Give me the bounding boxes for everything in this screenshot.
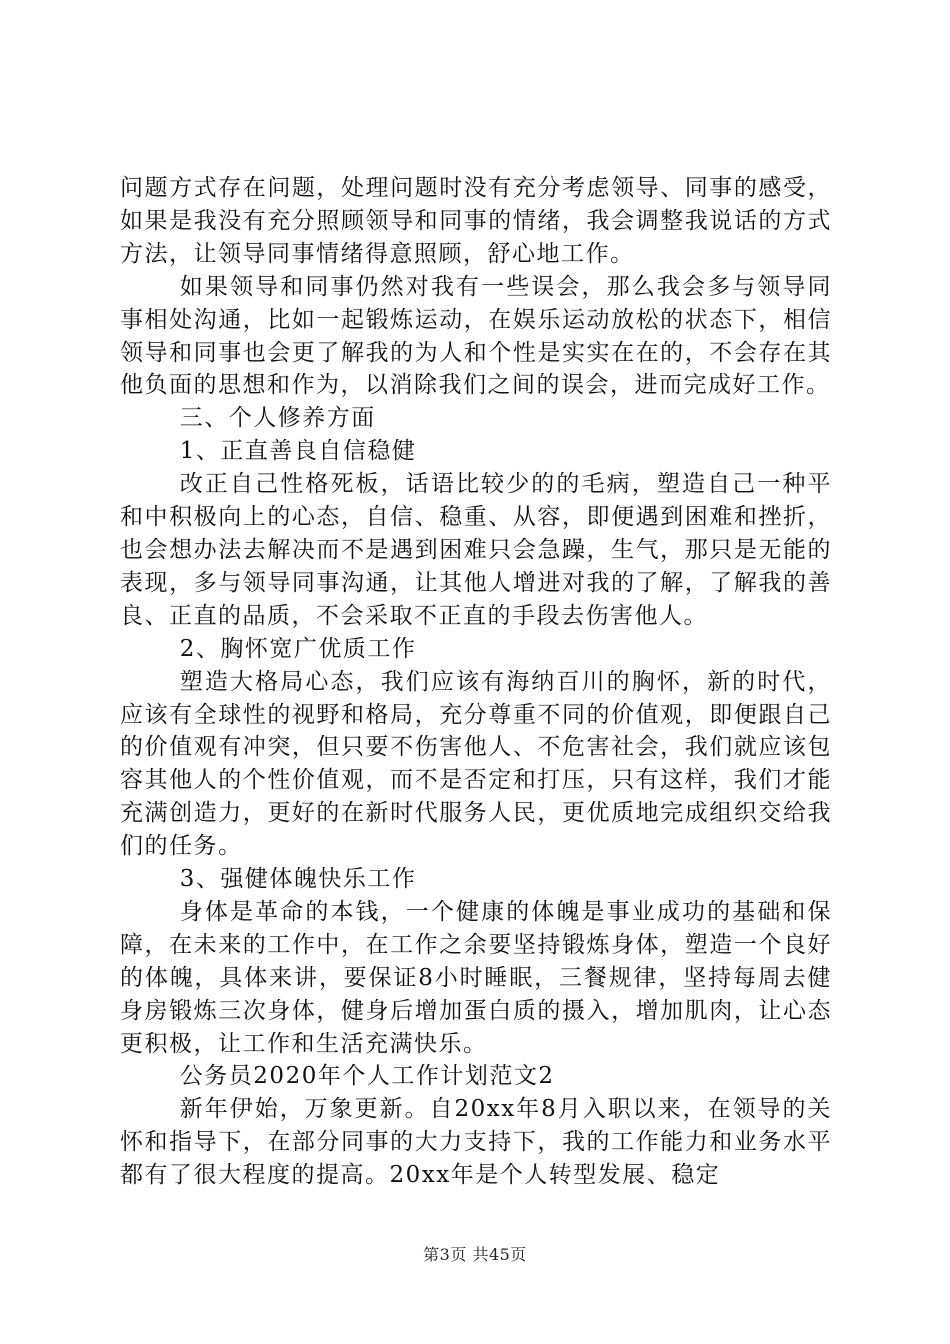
paragraph-2: 如果领导和同事仍然对我有一些误会，那么我会多与领导同事相处沟通，比如一起锻炼运动，在娱乐运动放松的状态下，相信领导和同事也会更了解我的为人和个性是实实在在的，不会存在其他负面的思想和作为，以消除我们之间的误会，进而完成好工作。 [120, 273, 832, 399]
subheading-2: 2、胸怀宽广优质工作 [179, 635, 417, 662]
sample-title-2: 公务员2020年个人工作计划范文2 [179, 1063, 555, 1090]
document-body [120, 172, 832, 1192]
page-number-footer: 第3页 共45页 [423, 1245, 527, 1264]
paragraph-5: 身体是革命的本钱，一个健康的体魄是事业成功的基础和保障，在未来的工作中，在工作之余要坚持锻炼身体，塑造一个良好的体魄，具体来讲，要保证8小时睡眠，三餐规律，坚持每周去健身房锻炼三次身体，健身后增加蛋白质的摄入，增加肌肉，让心态更积极，让工作和生活充满快乐。 [120, 898, 832, 1057]
paragraph-6: 新年伊始，万象更新。自20xx年8月入职以来，在领导的关怀和指导下，在部分同事的大力支持下，我的工作能力和业务水平都有了很大程度的提高。20xx年是个人转型发展、稳定 [120, 1096, 832, 1189]
subheading-3: 3、强健体魄快乐工作 [179, 866, 417, 893]
paragraph-1: 问题方式存在问题，处理问题时没有充分考虑领导、同事的感受，如果是我没有充分照顾领导和同事的情绪，我会调整我说话的方式方法，让领导同事情绪得意照顾，舒心地工作。 [120, 175, 832, 267]
subheading-1: 1、正直善良自信稳健 [179, 438, 417, 465]
paragraph-3: 改正自己性格死板，话语比较少的的毛病，塑造自己一种平和中积极向上的心态，自信、稳重、从容，即便遇到困难和挫折，也会想办法去解决而不是遇到困难只会急躁，生气，那只是无能的表现，多与领导同事沟通，让其他人增进对我的了解，了解我的善良、正直的品质，不会采取不正直的手段去伤害他人。 [120, 471, 832, 629]
paragraph-4: 塑造大格局心态，我们应该有海纳百川的胸怀，新的时代，应该有全球性的视野和格局，充分尊重不同的价值观，即便跟自己的价值观有冲突，但只要不伤害他人、不危害社会，我们就应该包容其他人的个性价值观，而不是否定和打压，只有这样，我们才能充满创造力，更好的在新时代服务人民，更优质地完成组织交给我们的任务。 [120, 668, 832, 860]
section-heading-personal-cultivation: 三、个人修养方面 [179, 405, 376, 432]
